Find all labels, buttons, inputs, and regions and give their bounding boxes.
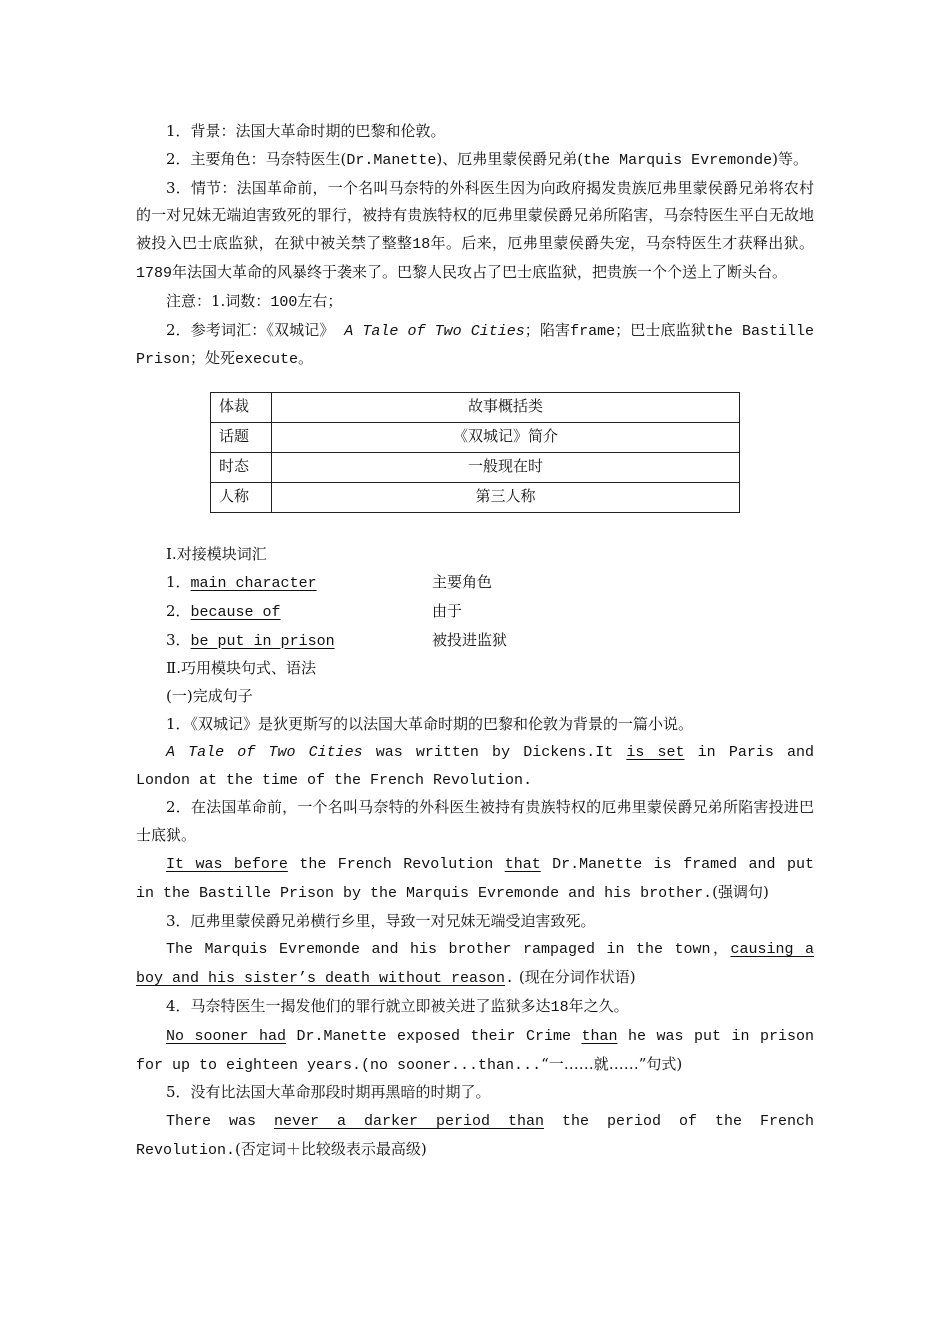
vocab-item <box>136 598 814 627</box>
sentence-en-text: . <box>505 970 515 988</box>
sentence-en-text: was written by Dickens.It <box>362 743 627 761</box>
characters-en-manette: Dr.Manette <box>346 151 437 169</box>
ref-text: ；巴士底监狱 <box>615 320 706 339</box>
plot-text: 年。后来，厄弗里蒙侯爵失宠，马奈特医生才获释出狱。 <box>430 234 814 253</box>
book-title: A Tale of Two Cities <box>166 743 363 761</box>
table-row <box>211 483 740 513</box>
table-row <box>211 453 740 483</box>
table-value: 故事概括类 <box>272 393 740 423</box>
item-number: 1． <box>166 122 191 140</box>
sentence-en <box>136 1022 814 1080</box>
table-key: 人称 <box>211 483 272 513</box>
vocab-en <box>136 598 432 627</box>
table-value: 《双城记》简介 <box>272 423 740 453</box>
sentence-zh-text: 没有比法国大革命那段时期再黑暗的时期了。 <box>190 1083 491 1102</box>
ref-text: ；陷害 <box>524 320 571 339</box>
vocab-zh: 被投进监狱 <box>432 630 508 649</box>
answer-blank: never a darker period than <box>274 1113 544 1131</box>
grammar-note: “一……就……”句式) <box>541 1054 683 1073</box>
vocab-item <box>136 569 814 598</box>
item-number: 2． <box>166 601 191 620</box>
table-row <box>211 423 740 453</box>
plot-year: 1789 <box>136 264 173 282</box>
background-line <box>136 118 814 146</box>
section1-title: Ⅰ.对接模块词汇 <box>166 545 267 564</box>
ref-text: ；处死 <box>190 349 236 368</box>
vocab-en <box>136 569 432 598</box>
table-key: 话题 <box>211 423 272 453</box>
sentence-en-text: the period of the French Revolution. <box>136 1113 814 1159</box>
answer-blank: that <box>504 855 541 873</box>
note-text: 左右； <box>297 291 343 310</box>
sentence-en-text: The Marquis Evremonde and his brother rampaged in the town， <box>166 941 731 959</box>
characters-paragraph <box>136 146 814 175</box>
ref-text: 参考词汇：《双城记》 <box>190 320 335 339</box>
writing-info-table <box>210 392 740 513</box>
answer-blank: causing a boy and his sister’s death without reason <box>136 941 815 988</box>
plot-paragraph <box>136 175 814 288</box>
ref-execute: execute <box>235 351 299 369</box>
table-key: 体裁 <box>211 393 272 423</box>
plot-text: 年法国大革命的风暴终于袭来了。巴黎人民攻占了巴士底监狱，把贵族一个个送上了断头台。 <box>172 262 788 281</box>
section2-title: Ⅱ.巧用模块句式、语法 <box>166 659 316 678</box>
vocab-answer: main character <box>190 574 317 592</box>
vocab-answer: because of <box>190 603 281 621</box>
plot-text: 情节：法国革命前，一个名叫马奈特的外科医生因为向政府揭发贵族厄弗里蒙侯爵兄弟将农村的一对兄妹无端迫害致死的罪行，被持有贵族特权的厄弗里蒙侯爵兄弟所陷害，马奈特医生平白无故地被投入巴士底监狱，在狱中被关禁了整整 <box>136 178 814 253</box>
reference-vocab-paragraph <box>136 317 814 375</box>
sentence-zh-text: 在法国革命前，一个名叫马奈特的外科医生被持有贵族特权的厄弗里蒙侯爵兄弟所陷害投进巴士底狱。 <box>136 798 814 845</box>
item-number: 1． <box>166 572 191 591</box>
answer-blank: No sooner had <box>166 1027 286 1045</box>
sentence-zh <box>136 908 814 936</box>
sentence-en <box>136 739 814 795</box>
document-page <box>136 118 814 1165</box>
sentence-zh <box>136 711 814 739</box>
sentence-en-text: There was <box>166 1113 274 1131</box>
item-number: 4． <box>166 996 191 1015</box>
note-word-count: 100 <box>270 293 298 311</box>
sentence-zh-text: 《双城记》是狄更斯写的以法国大革命时期的巴黎和伦敦为背景的一篇小说。 <box>190 714 694 733</box>
sentence-zh-text: 年之久。 <box>568 996 629 1015</box>
grammar-note: (现在分词作状语) <box>518 968 636 987</box>
characters-en-marquis: the Marquis Evremonde <box>583 151 773 169</box>
plot-number: 18 <box>412 236 431 254</box>
table-key: 时态 <box>211 453 272 483</box>
item-number: 5． <box>166 1083 191 1102</box>
sentence-en-text: Dr.Manette exposed their Crime <box>286 1027 582 1045</box>
ref-frame: frame <box>570 322 616 340</box>
characters-text: )、厄弗里蒙侯爵兄弟( <box>436 149 584 168</box>
sentence-en-text: he was put in prison for up to eighteen years.(no sooner...than... <box>136 1027 814 1074</box>
sentence-zh-number: 18 <box>550 998 569 1016</box>
vocab-zh: 由于 <box>432 601 463 620</box>
grammar-note: (强调句) <box>712 882 769 901</box>
background-text: 背景：法国大革命时期的巴黎和伦敦。 <box>190 122 446 140</box>
sentence-zh <box>136 1079 814 1107</box>
sentence-zh-text: 厄弗里蒙侯爵兄弟横行乡里，导致一对兄妹无端受迫害致死。 <box>190 911 596 930</box>
grammar-note: (否定词＋比较级表示最高级) <box>235 1139 427 1158</box>
item-number: 1． <box>166 714 191 733</box>
sentence-en <box>136 850 814 908</box>
sentence-en <box>136 1107 814 1165</box>
sentence-zh <box>136 993 814 1022</box>
table-value: 第三人称 <box>272 483 740 513</box>
sentence-zh-text: 马奈特医生一揭发他们的罪行就立即被关进了监狱多达 <box>190 996 551 1015</box>
sentence-zh <box>136 794 814 850</box>
sentence-en <box>136 935 814 993</box>
ref-text: 。 <box>298 349 314 368</box>
characters-text: )等。 <box>772 149 809 168</box>
note-line <box>136 288 814 317</box>
sentence-en-text: the French Revolution <box>287 855 505 873</box>
section2-subtitle: (一)完成句子 <box>166 687 253 706</box>
ref-book-title: A Tale of Two Cities <box>344 322 525 340</box>
item-number: 3． <box>166 178 191 197</box>
vocab-item <box>136 627 814 656</box>
item-number: 2． <box>166 798 191 817</box>
vocab-zh: 主要角色 <box>432 572 493 591</box>
table-value: 一般现在时 <box>272 453 740 483</box>
vocab-en <box>136 627 432 656</box>
answer-blank: It was before <box>166 855 288 873</box>
sentence-en-text: Dr.Manette is framed and put in the Bastille Prison by the Marquis Evremonde and his brother. <box>136 855 814 902</box>
table-row <box>211 393 740 423</box>
item-number: 2． <box>166 320 191 339</box>
item-number: 3． <box>166 630 191 649</box>
vocab-answer: be put in prison <box>190 632 335 650</box>
answer-blank: is set <box>626 743 685 761</box>
ref-bastille: the Bastille Prison <box>136 322 814 369</box>
sentence-en-text: in Paris and London at the time of the French Revolution. <box>136 743 814 789</box>
characters-text: 主要角色：马奈特医生( <box>190 149 347 168</box>
item-number: 3． <box>166 911 191 930</box>
item-number: 2． <box>166 149 191 168</box>
note-text: 注意：1.词数： <box>166 291 271 310</box>
answer-blank: than <box>581 1027 618 1045</box>
